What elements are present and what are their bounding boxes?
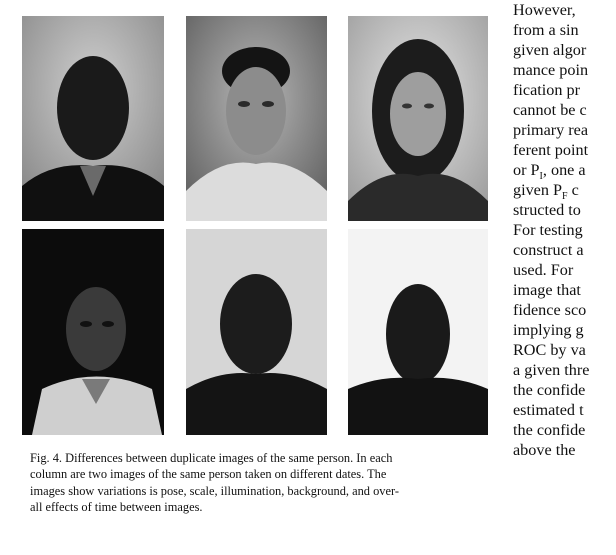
body-line: used. For bbox=[513, 261, 574, 279]
body-line: cannot be c bbox=[513, 101, 587, 119]
body-line: image that bbox=[513, 281, 581, 299]
body-line: construct a bbox=[513, 241, 584, 259]
person-1-image-a bbox=[22, 16, 164, 221]
person-1-image-b bbox=[22, 229, 164, 435]
body-line: However, bbox=[513, 1, 576, 19]
body-line: the confide bbox=[513, 381, 586, 399]
figure-caption bbox=[30, 450, 496, 515]
body-line: primary rea bbox=[513, 121, 589, 139]
caption-line: all effects of time between images. bbox=[30, 499, 203, 514]
right-column-text bbox=[513, 0, 616, 460]
body-line: from a sin bbox=[513, 21, 579, 39]
person-2-image-b bbox=[186, 229, 327, 435]
body-line: implying g bbox=[513, 321, 584, 339]
body-line: mance poin bbox=[513, 61, 589, 79]
body-line: given $P_F$ c bbox=[513, 181, 579, 203]
body-line: estimated t bbox=[513, 401, 584, 419]
body-line: the confide bbox=[513, 421, 586, 439]
person-3-image-b bbox=[348, 229, 488, 435]
body-line: structed to bbox=[513, 201, 581, 219]
person-3-image-a bbox=[348, 16, 488, 221]
caption-line: column are two images of the same person taken on different dates. The bbox=[30, 467, 387, 482]
body-line: For testing bbox=[513, 221, 583, 239]
body-line: fication pr bbox=[513, 81, 580, 99]
body-line: a given thre bbox=[513, 361, 590, 379]
body-line: given algor bbox=[513, 41, 587, 59]
body-line: fidence sco bbox=[513, 301, 587, 319]
person-2-image-a bbox=[186, 16, 327, 221]
body-line: ferent point bbox=[513, 141, 589, 159]
body-line: ROC by va bbox=[513, 341, 586, 359]
body-line: above the bbox=[513, 441, 576, 459]
caption-line: images show variations is pose, scale, illumination, background, and over- bbox=[30, 483, 399, 498]
caption-line: Fig. 4. Differences between duplicate images of the same person. In each bbox=[30, 451, 393, 465]
body-line: or $P_I$, one a bbox=[513, 161, 586, 183]
